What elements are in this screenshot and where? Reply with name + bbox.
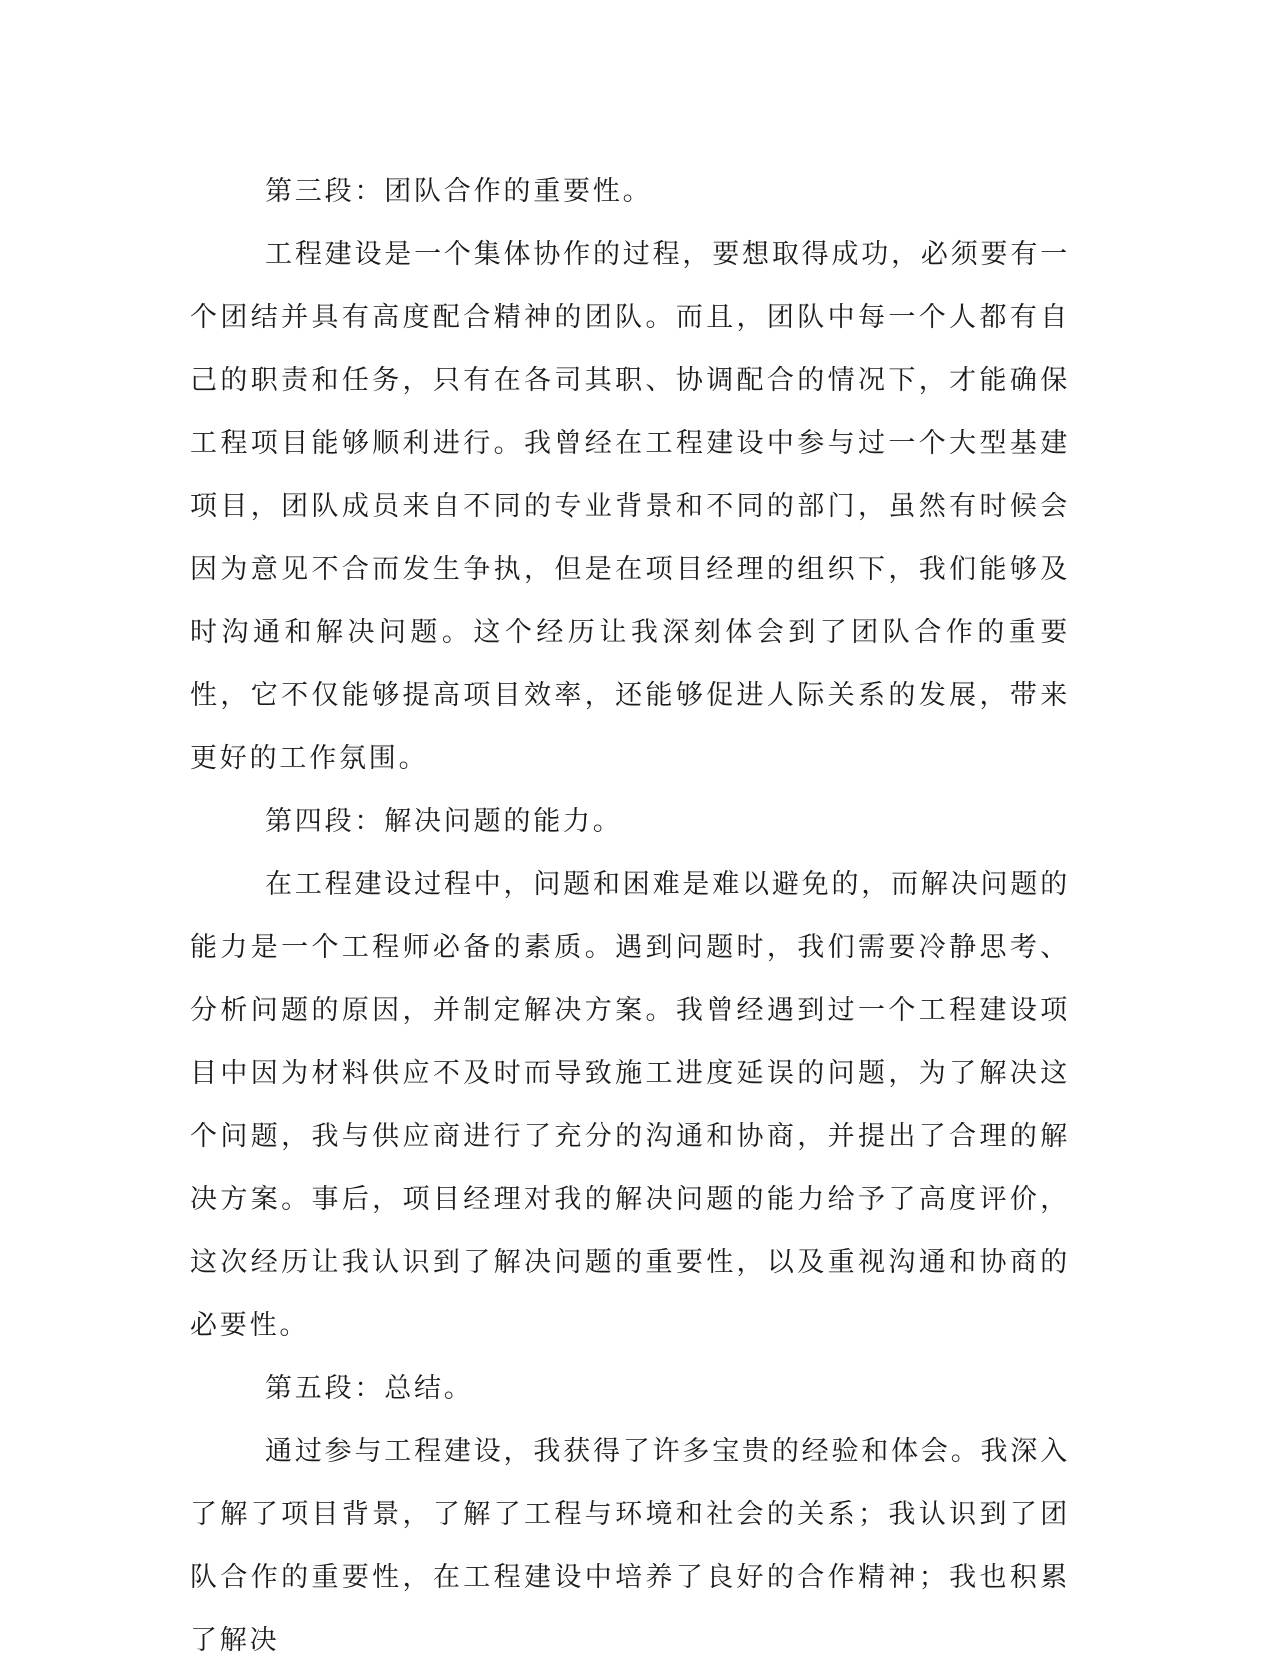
section-paragraph-5: 通过参与工程建设，我获得了许多宝贵的经验和体会。我深入了解了项目背景，了解了工程与环境和社会的关系；我认识到了团队合作的重要性，在工程建设中培养了良好的合作精神；我也积累了解决 bbox=[190, 1436, 1070, 1656]
section-paragraph-4: 在工程建设过程中，问题和困难是难以避免的，而解决问题的能力是一个工程师必备的素质。遇到问题时，我们需要冷静思考、分析问题的原因，并制定解决方案。我曾经遇到过一个工程建设项目中因为材料供应不及时而导致施工进度延误的问题，为了解决这个问题，我与供应商进行了充分的沟通和协商，并提出了合理的解决方案。事后，项目经理对我的解决问题的能力给予了高度评价，这次经历让我认识到了解决问题的重要性，以及重视沟通和协商的必要性。 bbox=[190, 869, 1070, 1341]
section-paragraph-3: 工程建设是一个集体协作的过程，要想取得成功，必须要有一个团结并具有高度配合精神的团队。而且，团队中每一个人都有自己的职责和任务，只有在各司其职、协调配合的情况下，才能确保工程项目能够顺利进行。我曾经在工程建设中参与过一个大型基建项目，团队成员来自不同的专业背景和不同的部门，虽然有时候会因为意见不合而发生争执，但是在项目经理的组织下，我们能够及时沟通和解决问题。这个经历让我深刻体会到了团队合作的重要性，它不仅能够提高项目效率，还能够促进人际关系的发展，带来更好的工作氛围。 bbox=[190, 239, 1070, 774]
section-heading-3: 第三段：团队合作的重要性。 bbox=[265, 176, 653, 207]
section-heading-4: 第四段：解决问题的能力。 bbox=[265, 806, 623, 837]
document-body bbox=[190, 160, 1070, 1672]
section-heading-5: 第五段：总结。 bbox=[265, 1373, 474, 1404]
